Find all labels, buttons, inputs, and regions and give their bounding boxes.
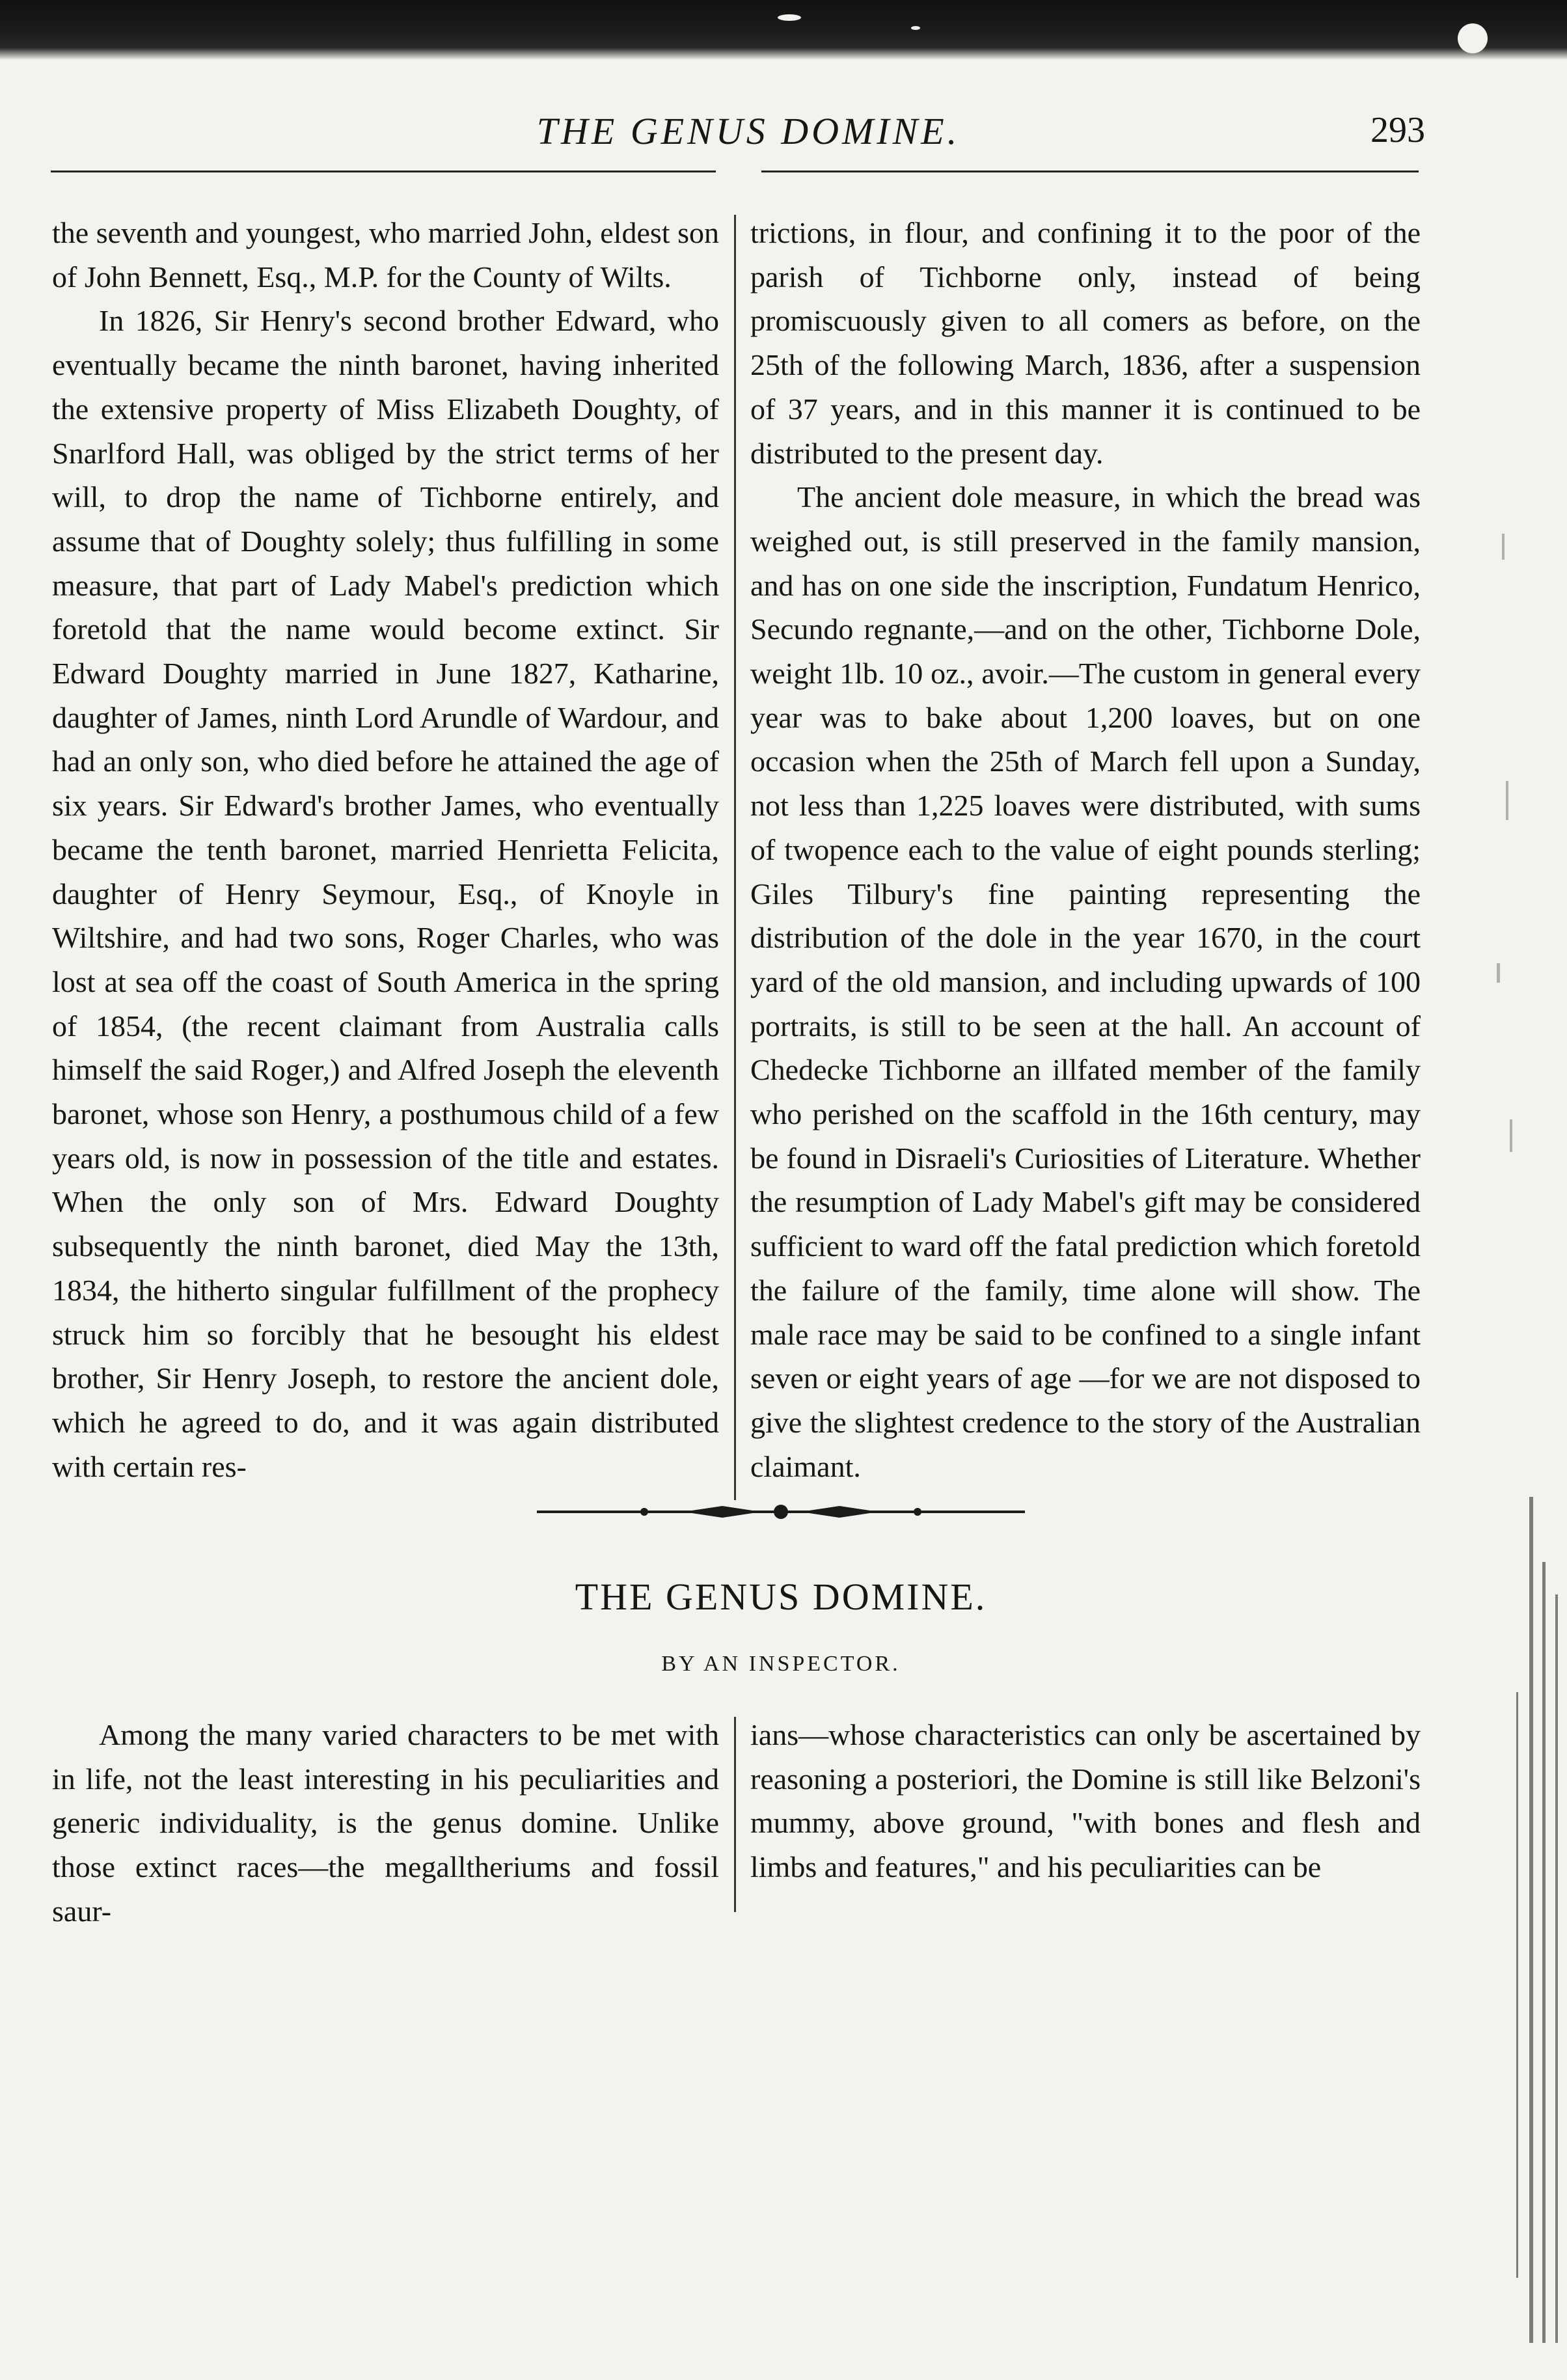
page-number: 293 xyxy=(1370,110,1425,150)
scan-edge-band xyxy=(0,0,1567,60)
article-title: THE GENUS DOMINE. xyxy=(575,1576,987,1618)
paragraph: Among the many varied characters to be met with in life, not the least interesting in his peculiarities and generic individuality, is the genus domine. Unlike those extinct races—the megalltheriums and fossil saur- xyxy=(52,1718,719,1928)
column-divider xyxy=(734,1717,736,1912)
paragraph: The ancient dole measure, in which the bread was weighed out, is still preserved in the family mansion, and has on one side the inscription, Fundatum Henrico, Secundo regnante,—and on the other, Tichborne Dole, weight 1lb. 10 oz., avoir.—The custom in general every year was to bake about 1,200 loaves, but on one occasion when the 25th of March fell upon a Sunday, not less than 1,225 loaves were distributed, with sums of twopence each to the value of eight pounds sterling; Giles Tilbury's fine painting representing the distribution of the dole in the year 1670, in the court yard of the old mansion, and including upwards of 100 portraits, is still to be seen at the hall. An account of Chedecke Tichborne an illfated member of the family who perished on the scaffold in the 16th century, may be found in Disraeli's Curiosities of Literature. Whether the resumption of Lady Mabel's gift may be considered sufficient to ward off the fatal prediction which foretold the failure of the family, time alone will show. The male race may be said to be confined to a single infant seven or eight years of age —for we are not disposed to give the slightest credence to the story of the Australian claimant. xyxy=(750,480,1421,1483)
section-ornament xyxy=(537,1502,1025,1522)
paragraph: the seventh and youngest, who married John, eldest son of John Bennett, Esq., M.P. for the County of Wilts. xyxy=(52,216,719,294)
column-divider xyxy=(734,215,736,1500)
left-column xyxy=(52,211,719,1488)
paragraph: trictions, in flour, and confining it to the poor of the parish of Tichborne only, instead of being promiscuously given to all comers as before, on the 25th of the following March, 1836, after a suspension of 37 years, and in this manner it is continued to be distributed to the present day. xyxy=(750,216,1421,470)
header-rule-left xyxy=(51,171,716,172)
right-column xyxy=(750,211,1421,1488)
margin-bleed-marks xyxy=(1490,456,1567,2380)
article-left-column xyxy=(52,1713,719,1934)
paragraph: ians—whose characteristics can only be ascertained by reasoning a posteriori, the Domine is still like Belzoni's mummy, above ground, "with bones and flesh and limbs and features," and his peculiarities can be xyxy=(750,1718,1421,1884)
article-right-column xyxy=(750,1713,1421,1889)
article-byline: BY AN INSPECTOR. xyxy=(661,1652,901,1676)
header-rule-right xyxy=(761,171,1419,172)
running-title: THE GENUS DOMINE. xyxy=(536,110,961,152)
paragraph: In 1826, Sir Henry's second brother Edward, who eventually became the ninth baronet, having inherited the extensive property of Miss Elizabeth Doughty, of Snarlford Hall, was obliged by the strict terms of her will, to drop the name of Tichborne entirely, and assume that of Doughty solely; thus fulfilling in some measure, that part of Lady Mabel's prediction which foretold that the name would become extinct. Sir Edward Doughty married in June 1827, Katharine, daughter of James, ninth Lord Arundle of Wardour, and had an only son, who died before he attained the age of six years. Sir Edward's brother James, who eventually became the tenth baronet, married Henrietta Felicita, daughter of Henry Seymour, Esq., of Knoyle in Wiltshire, and had two sons, Roger Charles, who was lost at sea off the coast of South America in the spring of 1854, (the recent claimant from Australia calls himself the said Roger,) and Alfred Joseph the eleventh baronet, whose son Henry, a posthumous child of a few years old, is now in possession of the title and estates. When the only son of Mrs. Edward Doughty subsequently the ninth baronet, died May the 13th, 1834, the hitherto singular fulfillment of the prophecy struck him so forcibly that he besought his eldest brother, Sir Henry Joseph, to restore the ancient dole, which he agreed to do, and it was again distributed with certain res- xyxy=(52,304,719,1483)
